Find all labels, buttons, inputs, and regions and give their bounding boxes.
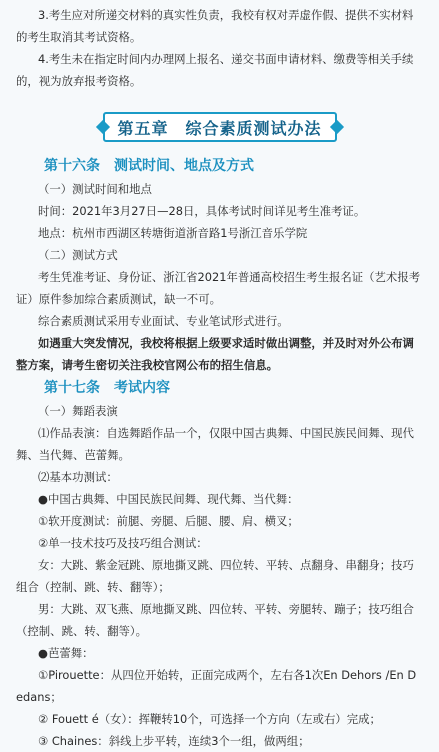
- chapter-banner: [0, 112, 439, 142]
- ballet-chaines: ③ Chaines：斜线上步平转，连续3个一组，做两组；: [38, 734, 310, 748]
- ballet-fouette: ② Fouett é（女）：挥鞭转10个，可选择一个方向（左或右）完成；: [38, 712, 381, 726]
- section-method-heading: （二）测试方式: [38, 248, 118, 262]
- paragraph-emergency-notice: 如遇重大突发情况，我校将根据上级要求适时做出调整，并及时对外公布调整方案，请考生密切关注我校官网公布的招生信息。: [16, 336, 414, 372]
- item-basic-skills: ⑵基本功测试：: [38, 470, 118, 484]
- flexibility-test: ①软开度测试：前腿、旁腿、后腿、腰、肩、横叉；: [38, 514, 299, 528]
- section-time-place-heading: （一）测试时间和地点: [38, 182, 152, 196]
- item-performance: ⑴作品表演：自选舞蹈作品一个，仅限中国古典舞、中国民族民间舞、现代舞、当代舞、芭蕾舞。: [16, 426, 414, 462]
- exam-location: 地点：杭州市西湖区转塘街道浙音路1号浙江音乐学院: [38, 226, 308, 240]
- article-16-title: 第十六条 测试时间、地点及方式: [44, 158, 254, 174]
- document-page: [0, 4, 439, 748]
- ballet-pirouette: ①Pirouette：从四位开始转，正面完成两个，左右各1次En Dehors /En Dedans；: [16, 668, 417, 704]
- female-requirements: 女：大跳、紫金冠跳、原地撕叉跳、四位转、平转、点翻身、串翻身；技巧组合（控制、跳、转、翻等）；: [16, 558, 414, 594]
- group-chinese-dance-heading: ●中国古典舞、中国民族民间舞、现代舞、当代舞：: [38, 492, 299, 506]
- exam-time: 时间：2021年3月27日—28日，具体考试时间详见考生准考证。: [38, 204, 366, 218]
- technique-test: ②单一技术技巧及技巧组合测试：: [38, 536, 208, 550]
- group-ballet-heading: ●芭蕾舞：: [38, 646, 94, 660]
- section-dance-heading: （一）舞蹈表演: [38, 404, 118, 418]
- paragraph-deadline-notice: 4.考生未在指定时间内办理网上报名、递交书面申请材料、缴费等相关手续的，视为放弃报考资格。: [16, 52, 414, 88]
- paragraph-material-authenticity: 3.考生应对所递交材料的真实性负责，我校有权对弄虚作假、提供不实材料的考生取消其考试资格。: [16, 8, 414, 44]
- article-17-title: 第十七条 考试内容: [44, 380, 170, 396]
- paragraph-credentials: 考生凭准考证、身份证、浙江省2021年普通高校招生考生报名证（艺术报考证）原件参加综合素质测试，缺一不可。: [16, 270, 421, 306]
- paragraph-test-format: 综合素质测试采用专业面试、专业笔试形式进行。: [38, 314, 289, 328]
- chapter-title: 第五章 综合素质测试办法: [103, 112, 337, 142]
- male-requirements: 男：大跳、双飞燕、原地撕叉跳、四位转、平转、旁腿转、蹦子；技巧组合（控制、跳、转、翻等）。: [16, 602, 414, 638]
